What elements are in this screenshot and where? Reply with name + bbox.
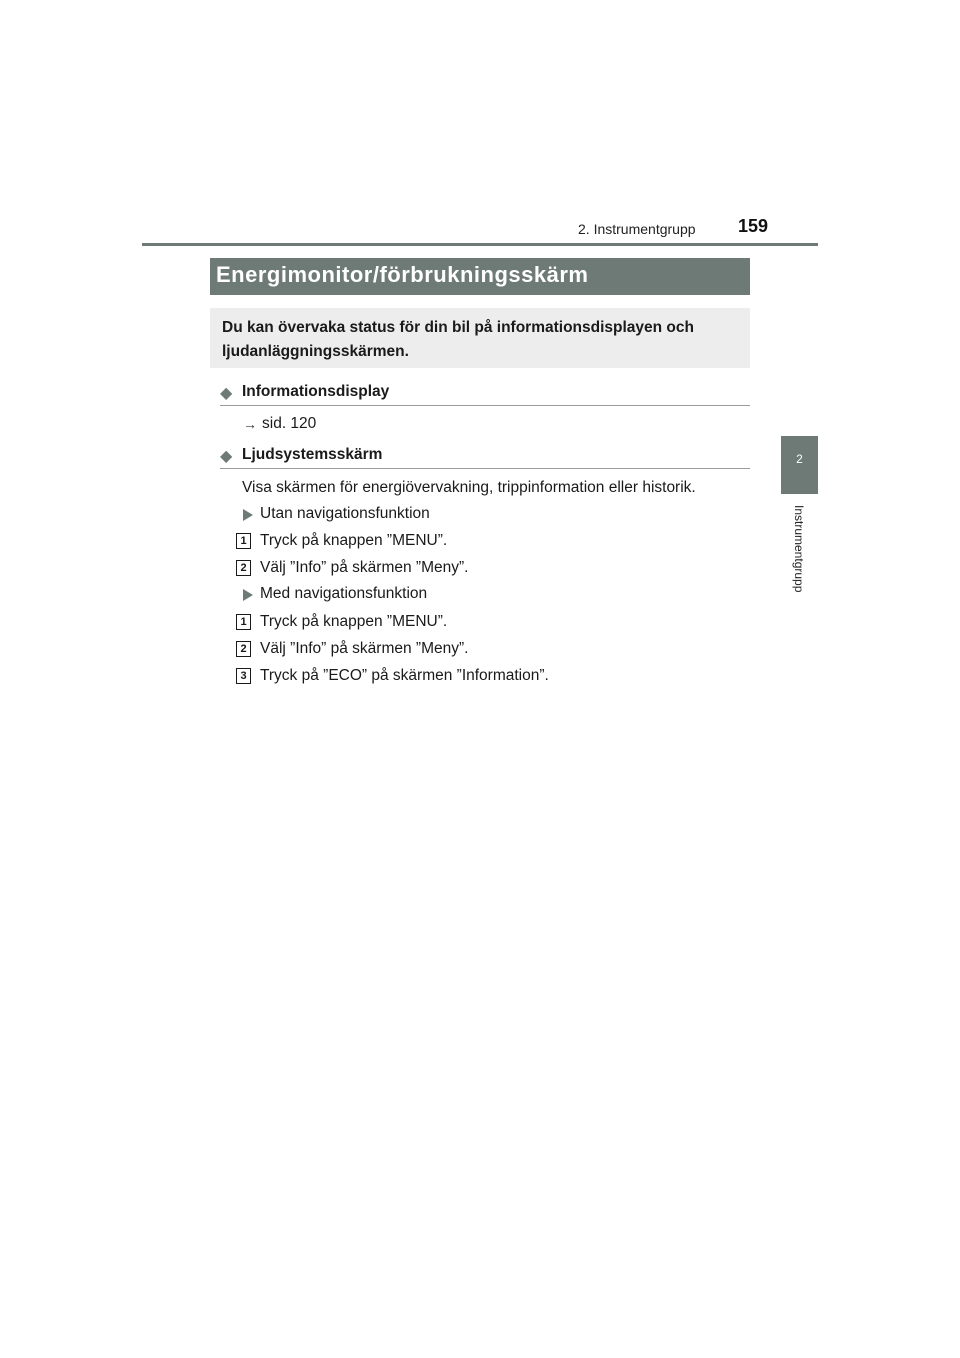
- without-nav-title: Utan navigationsfunktion: [260, 505, 430, 522]
- step-number-badge: 1: [236, 533, 251, 549]
- header-divider: [142, 243, 818, 246]
- section-title: Energimonitor/förbrukningsskärm: [216, 262, 589, 287]
- step-number-badge: 2: [236, 560, 251, 576]
- step-text: Tryck på ”ECO” på skärmen ”Information”.: [260, 667, 549, 684]
- step-text: Välj ”Info” på skärmen ”Meny”.: [260, 559, 469, 576]
- chapter-title: 2. Instrumentgrupp: [578, 221, 696, 237]
- with-nav-title: Med navigationsfunktion: [260, 585, 428, 602]
- intro-box: [210, 308, 750, 368]
- diamond-bullet-icon: ◆: [220, 448, 233, 465]
- subheading-label: Informationsdisplay: [242, 383, 390, 400]
- triangle-bullet-icon: [243, 589, 253, 601]
- diamond-bullet-icon: ◆: [220, 385, 233, 402]
- page-reference-link[interactable]: sid. 120: [262, 415, 317, 432]
- intro-text: Du kan övervaka status för din bil på informationsdisplayen och ljudanläggningsskärmen.: [222, 319, 694, 360]
- section-header: [210, 258, 750, 295]
- subheading-information-display: [220, 381, 750, 406]
- step-number-badge: 3: [236, 668, 251, 684]
- triangle-bullet-icon: [243, 509, 253, 521]
- subheading-label: Ljudsystemsskärm: [242, 446, 383, 463]
- step-number-badge: 2: [236, 641, 251, 657]
- step-text: Tryck på knappen ”MENU”.: [260, 613, 448, 630]
- arrow-right-icon: →: [243, 416, 257, 432]
- page-number: 159: [738, 216, 769, 236]
- step-number-badge: 1: [236, 614, 251, 630]
- step-text: Tryck på knappen ”MENU”.: [260, 532, 448, 549]
- chapter-tab-label: [784, 505, 814, 625]
- audio-description: Visa skärmen för energiövervakning, trippinformation eller historik.: [242, 479, 696, 496]
- chapter-tab[interactable]: 2: [781, 436, 818, 494]
- step-text: Välj ”Info” på skärmen ”Meny”.: [260, 640, 469, 657]
- chapter-tab-label-text: Instrumentgrupp: [792, 505, 806, 593]
- subheading-audio-screen: [220, 444, 750, 469]
